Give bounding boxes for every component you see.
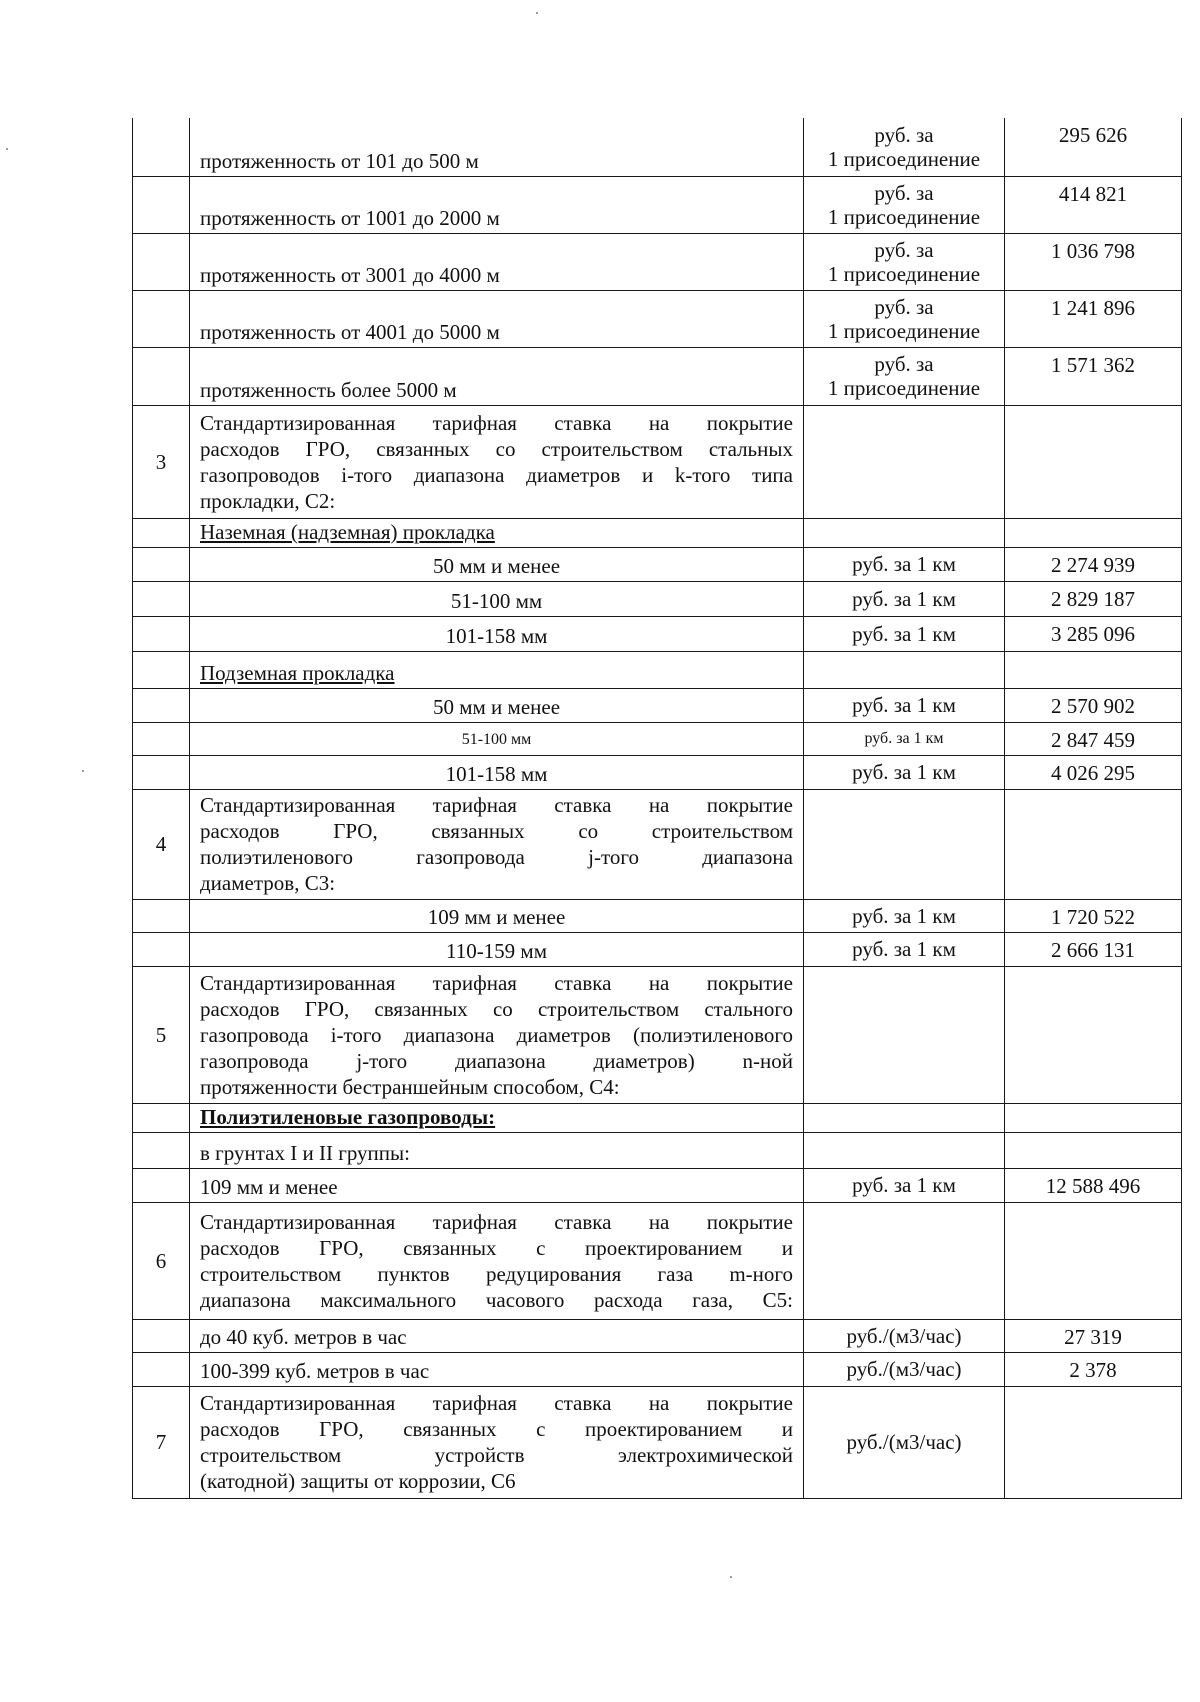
row-description: до 40 куб. метров в час xyxy=(190,1319,804,1352)
table-row xyxy=(133,290,1182,347)
row-value: 4 026 295 xyxy=(1005,755,1182,789)
row-unit: руб./(м3/час) xyxy=(804,1352,1005,1386)
row-value: 2 378 xyxy=(1005,1352,1182,1386)
subheader-row xyxy=(133,518,1182,547)
table-row xyxy=(133,1168,1182,1202)
section-description: Стандартизированная тарифная ставка на покрытие расходов ГРО, связанных со строительством стального газопровода i-того диапазона диаметров (полиэтиленового газопровода j-того диапазона диаметров) n-ной протяженности бестраншейным способом, С4: xyxy=(190,966,804,1103)
table-row xyxy=(133,616,1182,651)
row-unit: руб. за 1 км xyxy=(804,755,1005,789)
row-value: 1 571 362 xyxy=(1005,347,1182,405)
section-description: Стандартизированная тарифная ставка на покрытие расходов ГРО, связанных со строительством стальных газопроводов i-того диапазона диаметров и k-того типа прокладки, С2: xyxy=(190,405,804,518)
section-row xyxy=(133,1386,1182,1498)
subheader-row xyxy=(133,1132,1182,1168)
row-unit: руб. за 1 км xyxy=(804,932,1005,966)
row-description: протяженность от 1001 до 2000 м xyxy=(190,176,804,233)
row-value: 2 847 459 xyxy=(1005,722,1182,755)
section-number: 3 xyxy=(133,405,190,518)
tariff-table xyxy=(132,118,1182,1499)
row-description: 101-158 мм xyxy=(190,616,804,651)
row-number xyxy=(133,118,190,176)
section-number: 6 xyxy=(133,1202,190,1319)
table-row xyxy=(133,233,1182,290)
row-value: 1 720 522 xyxy=(1005,899,1182,932)
scan-speck xyxy=(730,1576,732,1578)
row-unit: руб. за 1 км xyxy=(804,688,1005,722)
row-value: 2 274 939 xyxy=(1005,547,1182,581)
table-row xyxy=(133,688,1182,722)
subheader-label: Полиэтиленовые газопроводы: xyxy=(190,1103,804,1132)
row-description: 51-100 мм xyxy=(190,581,804,616)
row-unit: руб. за 1 км xyxy=(804,1168,1005,1202)
row-description: 101-158 мм xyxy=(190,755,804,789)
table-row xyxy=(133,932,1182,966)
row-description: 109 мм и менее xyxy=(190,899,804,932)
row-value: 3 285 096 xyxy=(1005,616,1182,651)
section-number: 7 xyxy=(133,1386,190,1498)
subheader-row xyxy=(133,651,1182,688)
subheader-label: Наземная (надземная) прокладка xyxy=(190,518,804,547)
section-row xyxy=(133,405,1182,518)
row-value: 2 666 131 xyxy=(1005,932,1182,966)
row-value: 2 829 187 xyxy=(1005,581,1182,616)
row-unit: руб./(м3/час) xyxy=(804,1386,1005,1498)
section-row xyxy=(133,966,1182,1103)
row-unit: руб. за 1 км xyxy=(804,899,1005,932)
row-number xyxy=(133,176,190,233)
row-unit: руб. за 1 км xyxy=(804,616,1005,651)
row-unit: руб./(м3/час) xyxy=(804,1319,1005,1352)
section-description: Стандартизированная тарифная ставка на покрытие расходов ГРО, связанных с проектированием и строительством пунктов редуцирования газа m-ного диапазона максимального часового расхода газа, С5: xyxy=(190,1202,804,1319)
row-description: 51-100 мм xyxy=(190,722,804,755)
table-row xyxy=(133,755,1182,789)
row-description: 110-159 мм xyxy=(190,932,804,966)
row-unit: руб. за 1 присоединение xyxy=(804,118,1005,176)
table-row xyxy=(133,547,1182,581)
row-description: протяженность от 3001 до 4000 м xyxy=(190,233,804,290)
row-unit: руб. за 1 км xyxy=(804,722,1005,755)
row-unit: руб. за 1 присоединение xyxy=(804,176,1005,233)
section-row xyxy=(133,1202,1182,1319)
row-description: 50 мм и менее xyxy=(190,547,804,581)
row-unit: руб. за 1 присоединение xyxy=(804,233,1005,290)
table-row xyxy=(133,722,1182,755)
row-description: 100-399 куб. метров в час xyxy=(190,1352,804,1386)
row-value: 1 036 798 xyxy=(1005,233,1182,290)
table-row xyxy=(133,176,1182,233)
table-row xyxy=(133,581,1182,616)
table-row xyxy=(133,1319,1182,1352)
row-unit: руб. за 1 км xyxy=(804,547,1005,581)
row-number xyxy=(133,347,190,405)
section-number: 4 xyxy=(133,789,190,899)
section-row xyxy=(133,789,1182,899)
section-description: Стандартизированная тарифная ставка на покрытие расходов ГРО, связанных с проектированием и строительством устройств электрохимической (катодной) защиты от коррозии, С6 xyxy=(190,1386,804,1498)
scan-speck xyxy=(82,770,84,772)
subheader-label: Подземная прокладка xyxy=(190,651,804,688)
row-value: 2 570 902 xyxy=(1005,688,1182,722)
section-description: Стандартизированная тарифная ставка на покрытие расходов ГРО, связанных со строительством полиэтиленового газопровода j-того диапазона диаметров, С3: xyxy=(190,789,804,899)
row-unit: руб. за 1 км xyxy=(804,581,1005,616)
row-description: 50 мм и менее xyxy=(190,688,804,722)
row-value: 27 319 xyxy=(1005,1319,1182,1352)
row-number xyxy=(133,233,190,290)
table-row xyxy=(133,347,1182,405)
table-row xyxy=(133,118,1182,176)
scan-speck xyxy=(6,148,8,150)
row-unit: руб. за 1 присоединение xyxy=(804,347,1005,405)
row-value: 12 588 496 xyxy=(1005,1168,1182,1202)
row-unit: руб. за 1 присоединение xyxy=(804,290,1005,347)
row-value: 295 626 xyxy=(1005,118,1182,176)
section-number: 5 xyxy=(133,966,190,1103)
scan-speck xyxy=(536,12,538,14)
row-description: протяженность от 4001 до 5000 м xyxy=(190,290,804,347)
row-value: 1 241 896 xyxy=(1005,290,1182,347)
row-description: протяженность более 5000 м xyxy=(190,347,804,405)
row-description: протяженность от 101 до 500 м xyxy=(190,118,804,176)
row-value: 414 821 xyxy=(1005,176,1182,233)
subheader-row xyxy=(133,1103,1182,1132)
table-row xyxy=(133,899,1182,932)
row-description: 109 мм и менее xyxy=(190,1168,804,1202)
row-number xyxy=(133,290,190,347)
table-row xyxy=(133,1352,1182,1386)
subheader-label: в грунтах I и II группы: xyxy=(190,1132,804,1168)
